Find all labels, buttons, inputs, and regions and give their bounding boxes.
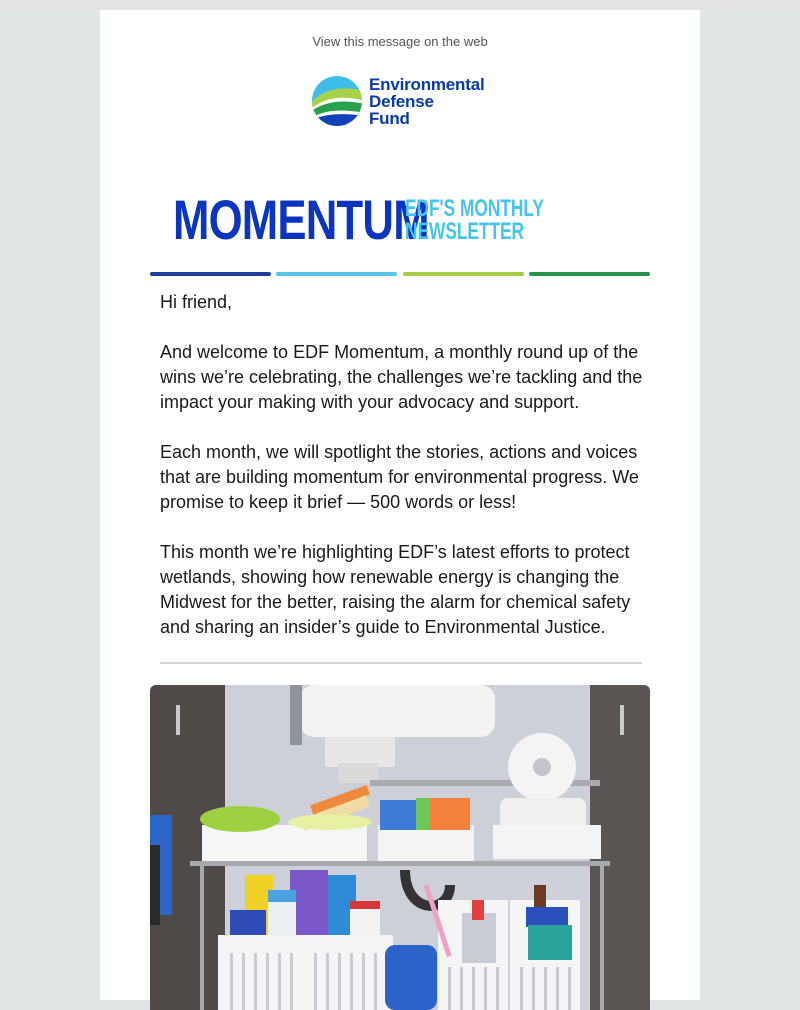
greeting: Hi friend,: [160, 292, 233, 312]
masthead-title: MOMENTUM: [173, 188, 429, 251]
tagline-line-2: NEWSLETTER: [405, 218, 525, 245]
intro-text: [160, 290, 650, 665]
intro-paragraph-1: And welcome to EDF Momentum, a monthly round up of the wins we’re celebrating, the challenges we’re tackling and the impact your making with your advocacy and support.: [160, 342, 643, 412]
edf-logo-icon: [311, 75, 363, 127]
masthead-tagline: [405, 197, 544, 243]
logo-line-1: Environmental: [369, 74, 485, 94]
intro-paragraph-2: Each month, we will spotlight the stories, actions and voices that are building momentum for environmental progress. We promise to keep it brief — 500 words or less!: [160, 442, 639, 512]
stripe-light-blue: [276, 272, 397, 276]
top-strip: [0, 0, 800, 10]
tagline-line-1: EDF'S MONTHLY: [405, 195, 544, 222]
logo-line-2: Defense: [369, 91, 434, 111]
stripe-green: [529, 272, 650, 276]
stripe-lime: [403, 272, 524, 276]
logo-line-3: Fund: [369, 108, 410, 128]
color-stripe-divider: [150, 272, 650, 276]
intro-paragraph-3: This month we’re highlighting EDF’s latest efforts to protect wetlands, showing how renewable energy is changing the Midwest for the better, raising the alarm for chemical safety and sharing an insider’s guide to Environmental Justice.: [160, 542, 631, 637]
email-body-card: [100, 10, 700, 1000]
hero-image-illustration: [150, 685, 650, 1010]
edf-logo-wordmark: [369, 76, 484, 127]
edf-logo[interactable]: [311, 74, 501, 128]
newsletter-masthead: [173, 190, 598, 250]
view-on-web-link[interactable]: View this message on the web: [312, 34, 488, 49]
section-divider: [160, 662, 642, 664]
hero-image-under-sink-cleaning-supplies[interactable]: [150, 685, 650, 1010]
stripe-dark-blue: [150, 272, 271, 276]
